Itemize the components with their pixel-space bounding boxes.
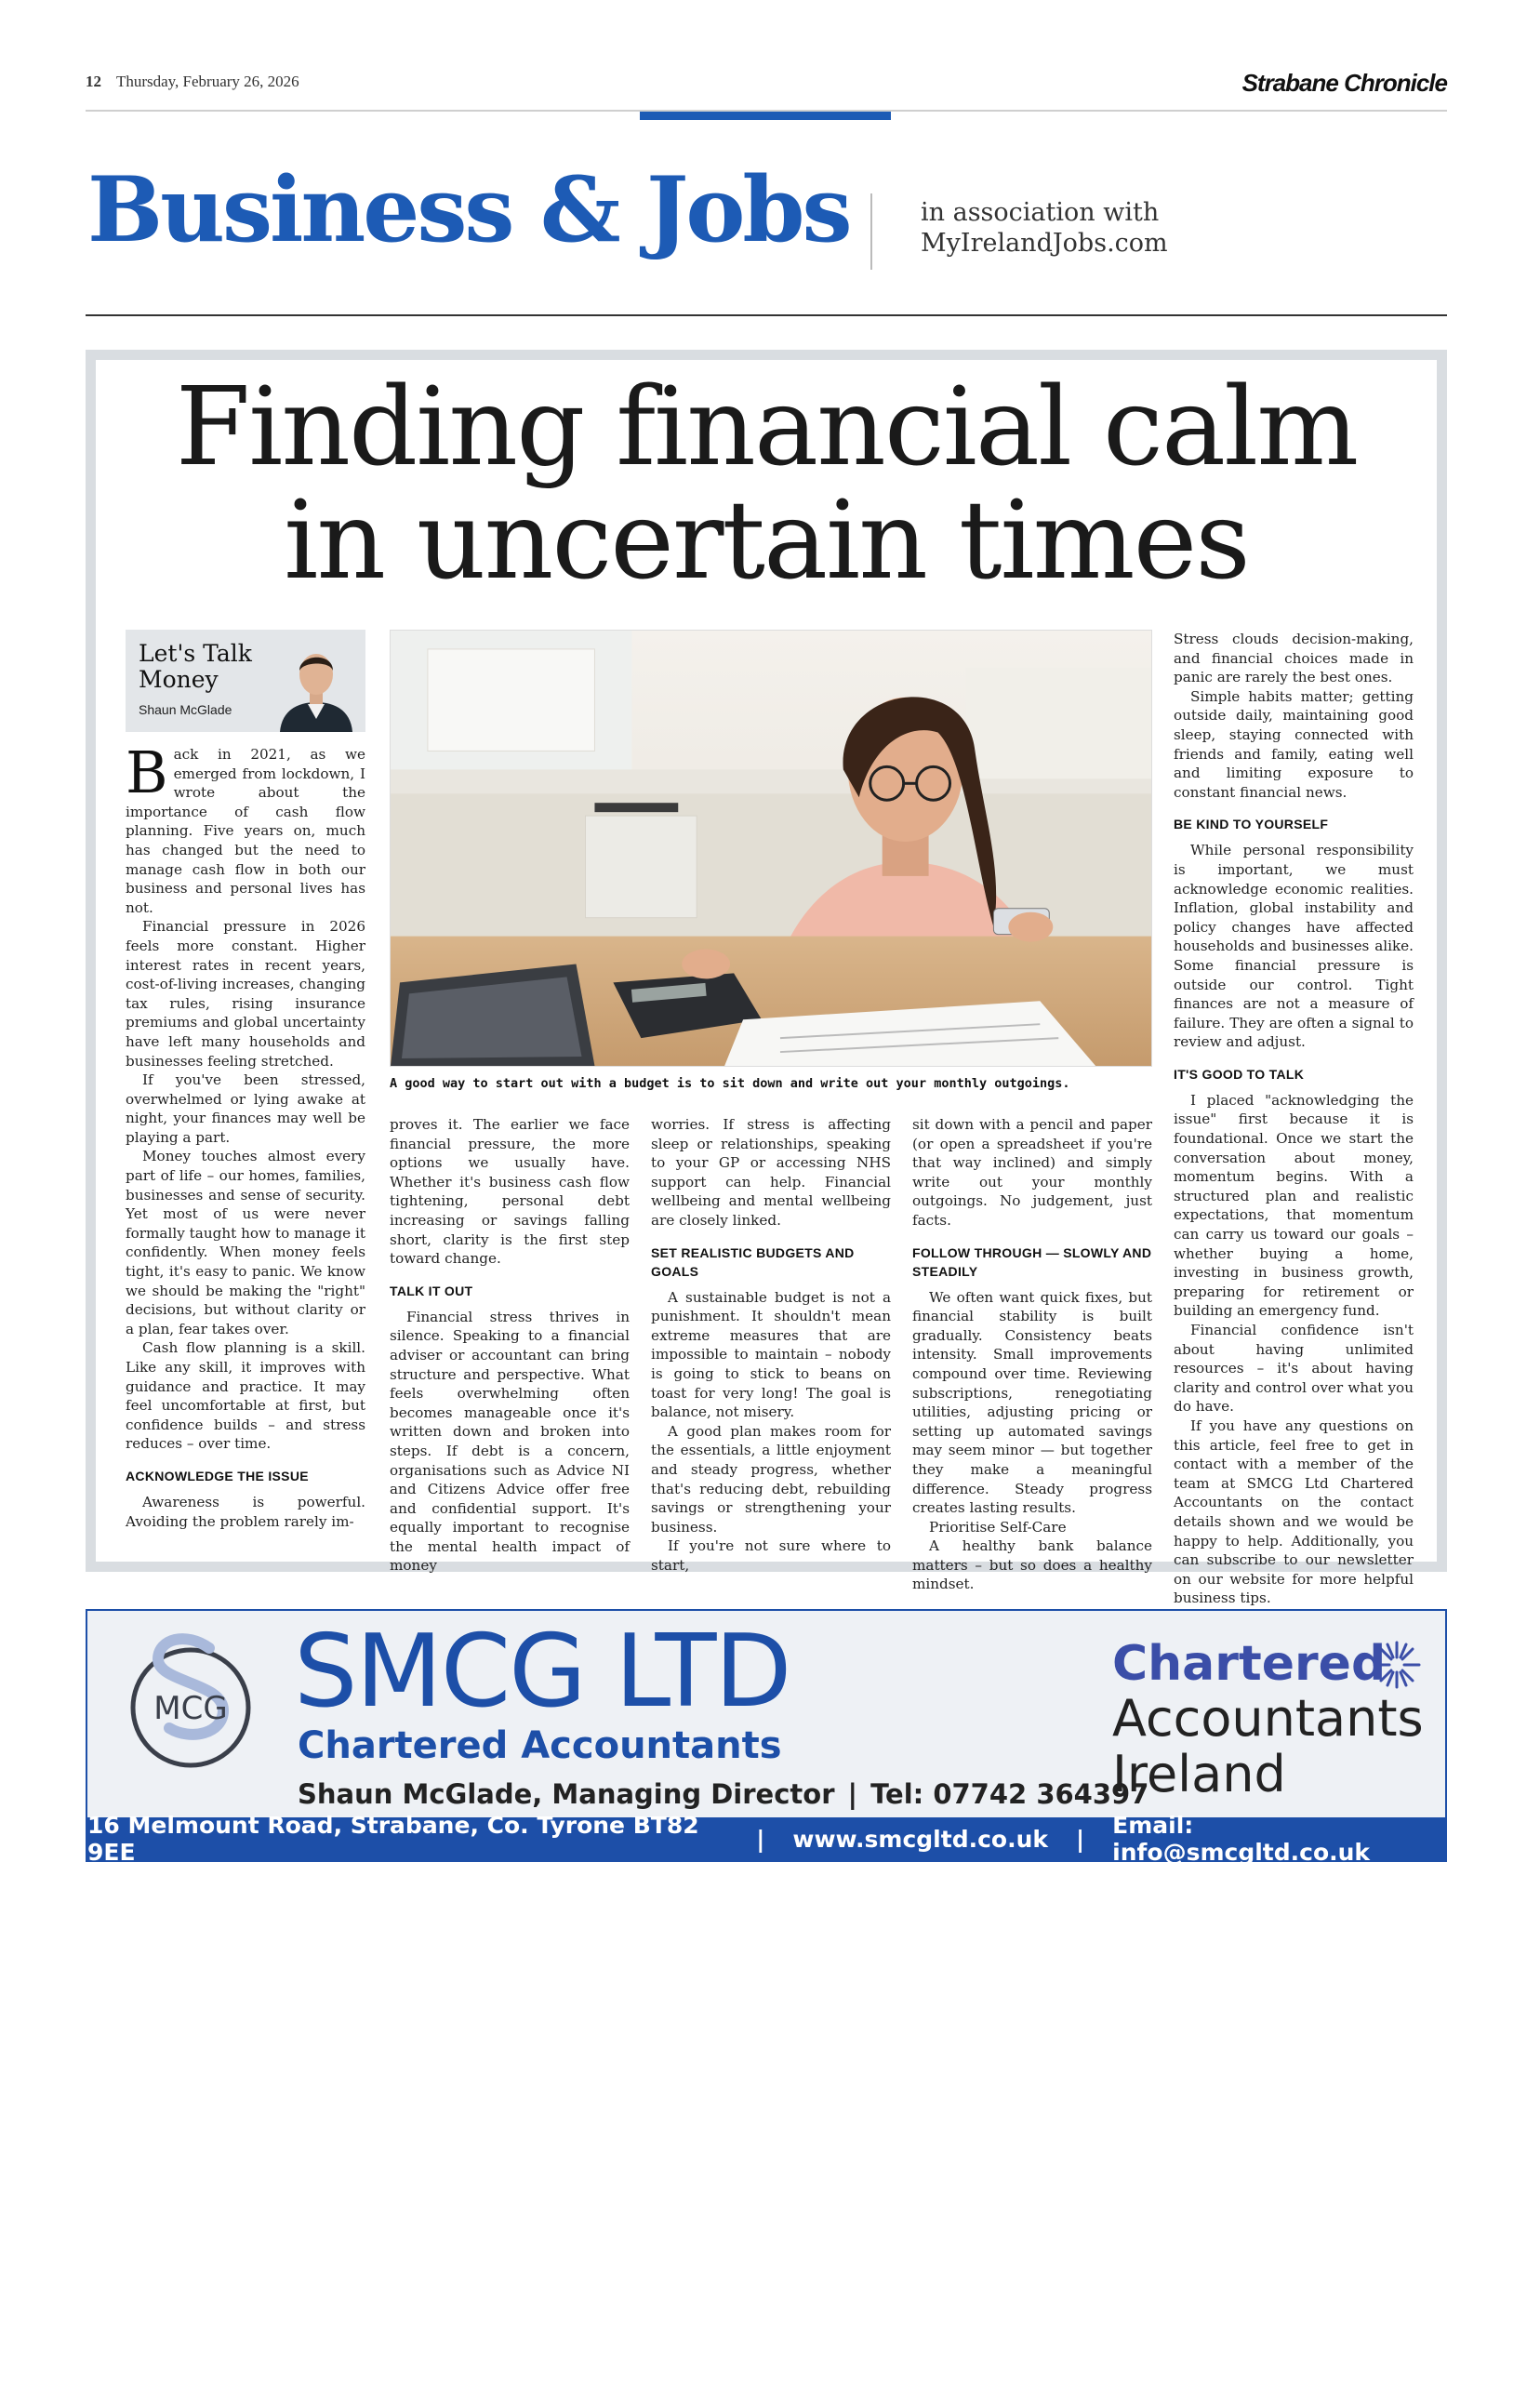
advert-company-name: SMCG LTD: [294, 1614, 790, 1730]
article-paragraph: proves it. The earlier we face financial pressure, the more options we usually have. Whether it's business cash flow tightening, personal debt increasing or savings falling short, clarity is the first step toward change.: [390, 1116, 630, 1268]
smcg-advert: [86, 1609, 1447, 1866]
advert-contact: [298, 1778, 1148, 1810]
advert-email-link[interactable]: Email: info@smcgltd.co.uk: [1112, 1812, 1371, 1866]
article-paragraph: worries. If stress is affecting sleep or relationships, speaking to your GP or accessing NHS support can help. Financial wellbeing and mental wellbeing are closely linked.: [651, 1116, 891, 1229]
article-paragraph: Financial pressure in 2026 feels more constant. Higher interest rates in recent years, cost-of-living increases, changing tax rules, rising insurance premiums and global uncertainty have left many households and businesses feeling stretched.: [126, 918, 365, 1070]
article-paragraph: Stress clouds decision-making, and financial choices made in panic are rarely the best ones.: [1174, 631, 1414, 686]
cai-line-2: Accountants: [1112, 1689, 1424, 1748]
article-column-2: [390, 1115, 630, 1576]
column-title-line-2: Money: [139, 666, 219, 693]
article-paragraph: Cash flow planning is a skill. Like any skill, it improves with guidance and practice. It may feel uncomfortable at first, but confidence builds – and stress reduces – over time.: [126, 1339, 365, 1453]
section-divider: [870, 193, 872, 270]
section-rule: [86, 314, 1447, 316]
article-paragraph: Money touches almost every part of life – our homes, families, businesses and sense of security. Yet most of us were never formally taught how to manage it confidently. When money feels tight, it's easy to panic. We know we should be making the "right" decisions, but without clarity or a plan, fear takes over.: [126, 1148, 365, 1337]
article-paragraph: A good plan makes room for the essentials, a little enjoyment and steady progress, whether that's reducing debt, rebuilding savings or strengthening your business.: [651, 1422, 891, 1536]
article-paragraph: If you have any questions on this article, feel free to get in contact with a member of the team at SMCG Ltd Chartered Accountants on the contact details shown and we would be happy to help. Additionally, you can subscribe to our newsletter on our website for more helpful business tips.: [1174, 1417, 1414, 1607]
article-paragraph: We often want quick fixes, but financial stability is built gradually. Consistency beats intensity. Small improvements compound over time. Reviewing subscriptions, renegotiating utilities, adjusting pricing or setting up automated savings may seem minor — but together they make a meaningful difference. Steady progress creates lasting results.: [912, 1288, 1152, 1517]
author-avatar: [272, 633, 360, 732]
cai-line-3: Ireland: [1112, 1745, 1286, 1803]
subheading: BE KIND TO YOURSELF: [1174, 817, 1329, 832]
article-photo: [390, 630, 1152, 1067]
headline-line-2: in uncertain times: [284, 478, 1249, 604]
article-paragraph: Simple habits matter; getting outside daily, maintaining good sleep, staying connected with friends and family, eating well and limiting exposure to constant financial news.: [1174, 687, 1414, 801]
article-paragraph: A sustainable budget is not a punishment. It shouldn't mean extreme measures that are impossible to maintain – nobody is going to stick to beans on toast for very long! The goal is balance, not misery.: [651, 1288, 891, 1421]
starburst-icon: [1369, 1637, 1425, 1693]
article-headline: [96, 365, 1437, 604]
article-paragraph: Financial stress thrives in silence. Speaking to a financial adviser or accountant can bring structure and perspective. What feels overwhelming often becomes manageable once it's written down and broken into steps. If debt is a concern, organisations such as Advice NI and Citizens Advice offer free and confidential support. It's equally important to recognise the mental health impact of money: [390, 1308, 630, 1575]
column-byline: [126, 630, 365, 732]
article-column-1: [126, 738, 365, 1531]
article-paragraph: Financial confidence isn't about having unlimited resources – it's about having clarity and control over what you do have.: [1174, 1322, 1414, 1416]
section-title: Business & Jobs: [87, 157, 850, 262]
article-column-5: [1174, 630, 1414, 1608]
article-paragraph: If you've been stressed, overwhelmed or lying awake at night, your finances may well be playing a part.: [126, 1071, 365, 1146]
chartered-accountants-ireland-logo: [1112, 1637, 1424, 1802]
headline-line-1: Finding financial calm: [175, 365, 1358, 490]
contact-phone[interactable]: Tel: 07742 364397: [870, 1778, 1149, 1810]
article-paragraph: While personal responsibility is important, we must acknowledge economic realities. Inflation, global instability and policy changes have affected households and businesses alike. Some financial pressure is outside our control. Tight finances are not a measure of failure. They are often a signal to review and adjust.: [1174, 842, 1414, 1051]
column-title: [139, 641, 252, 693]
article-box: [86, 350, 1447, 1607]
separator: |: [847, 1778, 858, 1810]
masthead: Strabane Chronicle: [1241, 69, 1447, 97]
article-paragraph: Awareness is powerful. Avoiding the problem rarely im-: [126, 1493, 365, 1530]
cai-line-1: Chartered: [1112, 1636, 1387, 1692]
photo-caption: A good way to start out with a budget is to sit down and write out your monthly outgoings.: [390, 1076, 1070, 1091]
article-paragraph: [126, 738, 365, 917]
advert-footer-bar: [87, 1812, 1445, 1866]
drop-cap: B: [126, 738, 168, 806]
author-name: Shaun McGlade: [139, 702, 232, 717]
issue-date: Thursday, February 26, 2026: [115, 73, 299, 90]
association-note: [921, 197, 1168, 259]
advert-address: 16 Melmount Road, Strabane, Co. Tyrone BT82 9EE: [87, 1812, 699, 1866]
subheading: FOLLOW THROUGH — SLOWLY AND STEADILY: [912, 1244, 1152, 1279]
smcg-logo-icon: [121, 1631, 260, 1771]
page-number: 12: [86, 73, 101, 90]
advert-website-link[interactable]: www.smcgltd.co.uk: [792, 1825, 1049, 1853]
association-line: in association with: [921, 198, 1160, 227]
article-paragraph: I placed "acknowledging the issue" first because it is foundational. Once we start the conversation about money, momentum begins. With a structured plan and realistic expectations, that momentum can carry us toward our goals – whether buying a home, investing in business growth, preparing for retirement or building an emergency fund.: [1174, 1091, 1414, 1320]
advert-subtitle: Chartered Accountants: [298, 1724, 782, 1767]
association-partner: MyIrelandJobs.com: [921, 229, 1168, 258]
paragraph-text: ack in 2021, as we emerged from lockdown, I wrote about the importance of cash flow planning. Five years on, much has changed but the need to manage cash flow in both our business and personal lives has not.: [126, 746, 365, 916]
subheading: TALK IT OUT: [390, 1283, 473, 1298]
article-column-3: [651, 1115, 891, 1575]
column-title-line-1: Let's Talk: [139, 640, 252, 667]
header-accent-bar: [640, 112, 891, 120]
separator: |: [756, 1825, 765, 1853]
separator: |: [1076, 1825, 1085, 1853]
article-paragraph: A healthy bank balance matters – but so does a healthy mindset.: [912, 1537, 1152, 1593]
folio: [86, 73, 299, 91]
subheading: ACKNOWLEDGE THE ISSUE: [126, 1468, 309, 1483]
logo-text: MCG: [153, 1690, 228, 1727]
contact-person: Shaun McGlade, Managing Director: [298, 1778, 835, 1810]
article-paragraph: sit down with a pencil and paper (or open a spreadsheet if you're that way inclined) and simply write out your monthly outgoings. No judgement, just facts.: [912, 1116, 1152, 1229]
article-column-4: [912, 1115, 1152, 1594]
subheading: IT'S GOOD TO TALK: [1174, 1066, 1305, 1082]
subheading: SET REALISTIC BUDGETS AND GOALS: [651, 1244, 855, 1279]
article-paragraph: Prioritise Self-Care: [929, 1518, 1067, 1536]
article-paragraph: If you're not sure where to start,: [651, 1537, 891, 1574]
